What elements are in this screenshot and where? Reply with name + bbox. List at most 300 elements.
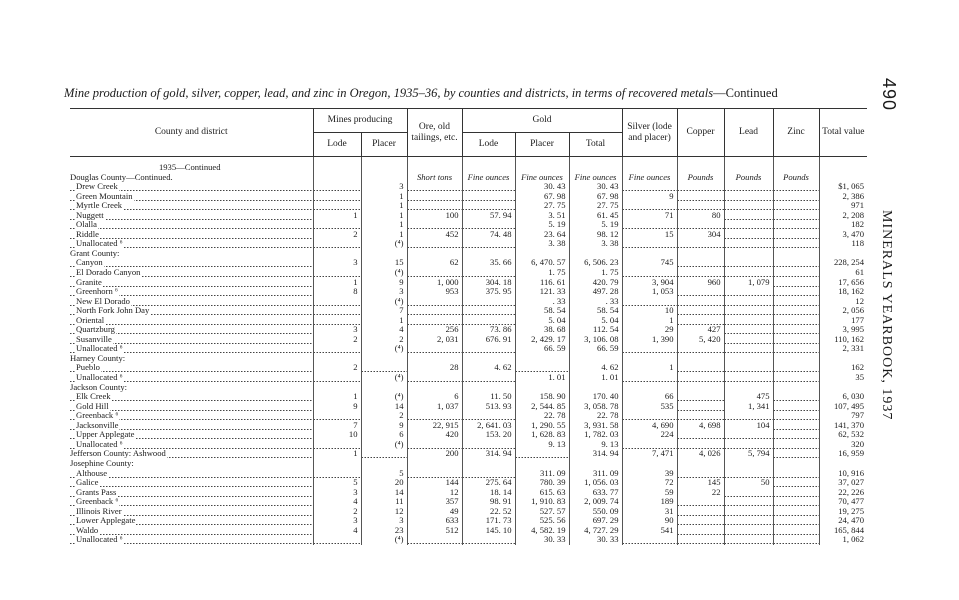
cell-mines-placer: 2 xyxy=(361,411,407,421)
cell-copper xyxy=(677,440,724,450)
row-label: Douglas County—Continued. xyxy=(70,172,173,182)
cell-mines-placer: 3 xyxy=(361,182,407,192)
district-row xyxy=(70,469,867,479)
district-row xyxy=(70,201,867,211)
cell-mines-placer: 2 xyxy=(361,335,407,345)
cell-gold-lode xyxy=(462,469,515,479)
row-label: Greenback ⁶ xyxy=(76,411,119,421)
cell-zinc xyxy=(773,526,819,536)
district-name xyxy=(70,344,313,354)
row-label: Josephine County: xyxy=(70,458,134,468)
cell-silver: 10 xyxy=(622,306,677,316)
cell-total-value: 2, 056 xyxy=(819,306,867,316)
cell-ore: 2, 031 xyxy=(407,335,462,345)
cell-mines-placer: (⁴) xyxy=(361,297,407,307)
row-label: Greenback ⁶ xyxy=(76,497,119,507)
cell-total-value: 16, 959 xyxy=(819,449,867,459)
row-label: Canyon xyxy=(76,258,103,268)
cell-silver xyxy=(622,297,677,307)
county-row xyxy=(70,449,867,459)
cell-lead xyxy=(724,354,773,364)
cell-silver: 3, 904 xyxy=(622,278,677,288)
cell-gold-placer: 6, 470. 57 xyxy=(515,258,569,268)
cell-lead xyxy=(724,526,773,536)
cell-mines-placer: 20 xyxy=(361,478,407,488)
header-mines-placer: Placer xyxy=(361,133,407,157)
district-row xyxy=(70,430,867,440)
cell-gold-total: 6, 506. 23 xyxy=(569,258,622,268)
cell-gold-placer: 311. 09 xyxy=(515,469,569,479)
county-row xyxy=(70,173,867,183)
cell-total-value: 162 xyxy=(819,363,867,373)
cell-copper xyxy=(677,373,724,383)
cell-zinc xyxy=(773,478,819,488)
cell-mines-lode xyxy=(313,459,361,469)
cell-total-value: 797 xyxy=(819,411,867,421)
cell-gold-placer: 780. 39 xyxy=(515,478,569,488)
district-row xyxy=(70,230,867,240)
district-row xyxy=(70,497,867,507)
cell-ore xyxy=(407,459,462,469)
cell-gold-total xyxy=(569,383,622,393)
cell-copper xyxy=(677,459,724,469)
cell-copper: 5, 420 xyxy=(677,335,724,345)
cell-gold-total: 3, 058. 78 xyxy=(569,402,622,412)
row-label: Drew Creek xyxy=(76,182,118,192)
district-row xyxy=(70,287,867,297)
cell-lead xyxy=(724,249,773,259)
cell-zinc xyxy=(773,459,819,469)
cell-gold-lode xyxy=(462,220,515,230)
cell-gold-lode xyxy=(462,344,515,354)
cell-copper xyxy=(677,411,724,421)
cell-zinc xyxy=(773,392,819,402)
cell-ore: 1, 037 xyxy=(407,402,462,412)
row-label: Susanville xyxy=(76,334,112,344)
cell-mines-lode: 1 xyxy=(313,211,361,221)
cell-mines-lode xyxy=(313,239,361,249)
district-name xyxy=(70,316,313,326)
cell-mines-placer: 1 xyxy=(361,230,407,240)
cell-lead xyxy=(724,363,773,373)
district-row xyxy=(70,220,867,230)
cell-zinc xyxy=(773,230,819,240)
district-name xyxy=(70,430,313,440)
district-row xyxy=(70,478,867,488)
cell-ore xyxy=(407,297,462,307)
cell-silver: 7, 471 xyxy=(622,449,677,459)
cell-gold-lode: 2, 641. 03 xyxy=(462,421,515,431)
row-label: Galice xyxy=(76,478,99,488)
cell-zinc xyxy=(773,316,819,326)
cell-mines-placer: (⁴) xyxy=(361,392,407,402)
row-label: El Dorado Canyon xyxy=(76,268,141,278)
cell-mines-placer: 15 xyxy=(361,258,407,268)
cell-gold-placer: 4, 582. 19 xyxy=(515,526,569,536)
cell-mines-placer: (⁴) xyxy=(361,344,407,354)
row-label: Nuggett xyxy=(76,210,104,220)
district-row xyxy=(70,392,867,402)
district-name xyxy=(70,306,313,316)
cell-mines-placer: 1 xyxy=(361,192,407,202)
district-row xyxy=(70,182,867,192)
cell-ore: Short tons xyxy=(407,173,462,183)
cell-total-value: 165, 844 xyxy=(819,526,867,536)
cell-silver: 71 xyxy=(622,211,677,221)
cell-gold-total: 497. 28 xyxy=(569,287,622,297)
cell-ore xyxy=(407,182,462,192)
section-row xyxy=(70,163,867,173)
cell-gold-placer xyxy=(515,249,569,259)
cell-gold-total: 9. 13 xyxy=(569,440,622,450)
district-row xyxy=(70,516,867,526)
cell-mines-placer: 14 xyxy=(361,488,407,498)
district-row xyxy=(70,297,867,307)
cell-copper: 427 xyxy=(677,325,724,335)
cell-lead xyxy=(724,535,773,545)
district-name xyxy=(70,268,313,278)
cell-mines-placer xyxy=(361,383,407,393)
cell-total-value: 110, 162 xyxy=(819,335,867,345)
district-name xyxy=(70,258,313,268)
cell-gold-total: 66. 59 xyxy=(569,344,622,354)
row-label: Riddle xyxy=(76,229,99,239)
cell-mines-lode: 4 xyxy=(313,526,361,536)
cell-gold-lode: 153. 20 xyxy=(462,430,515,440)
cell-silver: 39 xyxy=(622,469,677,479)
district-row xyxy=(70,192,867,202)
cell-zinc xyxy=(773,306,819,316)
cell-mines-lode xyxy=(313,220,361,230)
cell-silver xyxy=(622,344,677,354)
cell-silver: 541 xyxy=(622,526,677,536)
cell-mines-lode xyxy=(313,383,361,393)
cell-copper: 4, 698 xyxy=(677,421,724,431)
district-name xyxy=(70,535,313,545)
cell-zinc xyxy=(773,383,819,393)
cell-ore xyxy=(407,316,462,326)
running-head xyxy=(878,210,902,470)
cell-copper xyxy=(677,497,724,507)
cell-gold-total: 170. 40 xyxy=(569,392,622,402)
cell-ore xyxy=(407,535,462,545)
cell-total-value: 141, 370 xyxy=(819,421,867,431)
cell-gold-placer: . 33 xyxy=(515,297,569,307)
cell-gold-total: 420. 79 xyxy=(569,278,622,288)
cell-mines-lode xyxy=(313,173,361,183)
cell-mines-placer xyxy=(361,459,407,469)
header-silver: Silver (lode and placer) xyxy=(622,109,677,157)
cell-gold-total: 311. 09 xyxy=(569,469,622,479)
cell-gold-lode: 676. 91 xyxy=(462,335,515,345)
cell-copper xyxy=(677,344,724,354)
cell-mines-placer: 9 xyxy=(361,278,407,288)
cell-copper xyxy=(677,402,724,412)
cell-mines-placer: 14 xyxy=(361,402,407,412)
cell-lead xyxy=(724,230,773,240)
county-row xyxy=(70,354,867,364)
cell-total-value: 2, 331 xyxy=(819,344,867,354)
cell-zinc xyxy=(773,297,819,307)
cell-total-value: 22, 226 xyxy=(819,488,867,498)
cell-gold-placer: 527. 57 xyxy=(515,507,569,517)
district-name xyxy=(70,507,313,517)
cell-copper xyxy=(677,220,724,230)
cell-copper: 4, 026 xyxy=(677,449,724,459)
cell-mines-placer: 7 xyxy=(361,306,407,316)
row-label: Unallocated ⁶ xyxy=(76,439,123,449)
district-row xyxy=(70,239,867,249)
row-label: Illinois River xyxy=(76,506,122,516)
cell-ore: 256 xyxy=(407,325,462,335)
cell-lead xyxy=(724,239,773,249)
row-label: North Fork John Day xyxy=(76,306,150,316)
district-name xyxy=(70,411,313,421)
cell-total-value: 10, 916 xyxy=(819,469,867,479)
cell-mines-lode xyxy=(313,440,361,450)
cell-mines-placer: 3 xyxy=(361,516,407,526)
row-label: Grant County: xyxy=(70,248,120,258)
cell-mines-placer xyxy=(361,173,407,183)
district-row xyxy=(70,488,867,498)
cell-total-value: 24, 470 xyxy=(819,516,867,526)
row-label: Olalla xyxy=(76,220,97,230)
header-gold-lode: Lode xyxy=(462,133,515,157)
cell-mines-lode xyxy=(313,182,361,192)
cell-ore xyxy=(407,469,462,479)
cell-copper xyxy=(677,316,724,326)
row-label: Lower Applegate xyxy=(76,516,136,526)
cell-silver xyxy=(622,201,677,211)
cell-mines-lode xyxy=(313,249,361,259)
cell-copper xyxy=(677,249,724,259)
cell-zinc xyxy=(773,220,819,230)
district-row xyxy=(70,507,867,517)
cell-gold-placer: 2, 429. 17 xyxy=(515,335,569,345)
cell-gold-lode: Fine ounces xyxy=(462,173,515,183)
cell-lead xyxy=(724,268,773,278)
cell-gold-total: 22. 78 xyxy=(569,411,622,421)
district-name xyxy=(70,192,313,202)
cell-gold-placer: 27. 75 xyxy=(515,201,569,211)
district-name xyxy=(70,335,313,345)
cell-mines-placer xyxy=(361,249,407,259)
cell-ore xyxy=(407,201,462,211)
cell-total-value: 3, 995 xyxy=(819,325,867,335)
cell-gold-lode: 171. 73 xyxy=(462,516,515,526)
cell-gold-total: 98. 12 xyxy=(569,230,622,240)
cell-mines-lode xyxy=(313,316,361,326)
cell-mines-placer: 1 xyxy=(361,211,407,221)
cell-silver xyxy=(622,220,677,230)
district-row xyxy=(70,363,867,373)
cell-zinc xyxy=(773,278,819,288)
header-gold: Gold xyxy=(462,109,622,133)
district-name xyxy=(70,363,313,373)
header-gold-total: Total xyxy=(569,133,622,157)
row-label: Jackson County: xyxy=(70,382,128,392)
row-label: Quartzburg xyxy=(76,325,115,335)
row-label: Jacksonville xyxy=(76,420,119,430)
cell-silver: 90 xyxy=(622,516,677,526)
cell-gold-placer xyxy=(515,459,569,469)
cell-lead xyxy=(724,316,773,326)
county-row xyxy=(70,249,867,259)
cell-copper xyxy=(677,182,724,192)
cell-lead xyxy=(724,488,773,498)
district-row xyxy=(70,211,867,221)
cell-silver: 189 xyxy=(622,497,677,507)
cell-zinc xyxy=(773,287,819,297)
cell-lead: 1, 341 xyxy=(724,402,773,412)
cell-silver xyxy=(622,373,677,383)
cell-silver: 745 xyxy=(622,258,677,268)
cell-mines-placer: (⁴) xyxy=(361,373,407,383)
county-name xyxy=(70,354,313,364)
county-name xyxy=(70,459,313,469)
cell-ore xyxy=(407,411,462,421)
cell-gold-placer: 2, 544. 85 xyxy=(515,402,569,412)
cell-ore: 420 xyxy=(407,430,462,440)
cell-gold-lode xyxy=(462,182,515,192)
cell-silver xyxy=(622,383,677,393)
cell-mines-lode: 8 xyxy=(313,287,361,297)
cell-gold-lode: 11. 50 xyxy=(462,392,515,402)
cell-lead xyxy=(724,440,773,450)
cell-gold-total: 2, 009. 74 xyxy=(569,497,622,507)
cell-gold-total: 4. 62 xyxy=(569,363,622,373)
cell-mines-lode: 2 xyxy=(313,507,361,517)
cell-silver: Fine ounces xyxy=(622,173,677,183)
district-name xyxy=(70,373,313,383)
district-name xyxy=(70,421,313,431)
cell-zinc xyxy=(773,373,819,383)
cell-total-value: 62, 532 xyxy=(819,430,867,440)
cell-gold-total: 1, 782. 03 xyxy=(569,430,622,440)
district-row xyxy=(70,440,867,450)
cell-mines-placer xyxy=(361,363,407,373)
district-name xyxy=(70,182,313,192)
cell-lead xyxy=(724,373,773,383)
cell-mines-lode: 3 xyxy=(313,325,361,335)
cell-lead xyxy=(724,335,773,345)
cell-zinc xyxy=(773,268,819,278)
cell-copper xyxy=(677,192,724,202)
cell-gold-total: 30. 33 xyxy=(569,535,622,545)
cell-copper xyxy=(677,526,724,536)
cell-gold-placer: 1, 910. 83 xyxy=(515,497,569,507)
cell-gold-lode xyxy=(462,354,515,364)
cell-gold-total: 550. 09 xyxy=(569,507,622,517)
cell-mines-placer: (⁴) xyxy=(361,268,407,278)
cell-gold-placer: 1. 75 xyxy=(515,268,569,278)
cell-mines-lode xyxy=(313,201,361,211)
cell-gold-lode: 275. 64 xyxy=(462,478,515,488)
cell-gold-lode xyxy=(462,239,515,249)
cell-gold-total: 697. 29 xyxy=(569,516,622,526)
cell-lead xyxy=(724,459,773,469)
cell-copper xyxy=(677,297,724,307)
header-mines-lode: Lode xyxy=(313,133,361,157)
cell-mines-lode: 10 xyxy=(313,430,361,440)
row-label: Gold Hill xyxy=(76,401,109,411)
cell-copper xyxy=(677,535,724,545)
cell-zinc xyxy=(773,201,819,211)
district-name xyxy=(70,287,313,297)
cell-lead: 5, 794 xyxy=(724,449,773,459)
cell-gold-placer: 23. 64 xyxy=(515,230,569,240)
row-label: Grants Pass xyxy=(76,487,117,497)
cell-zinc xyxy=(773,516,819,526)
cell-gold-lode xyxy=(462,373,515,383)
cell-ore xyxy=(407,344,462,354)
cell-silver: 9 xyxy=(622,192,677,202)
cell-mines-lode: 4 xyxy=(313,497,361,507)
cell-gold-total: . 33 xyxy=(569,297,622,307)
county-name xyxy=(70,449,313,459)
cell-gold-lode xyxy=(462,201,515,211)
district-name xyxy=(70,278,313,288)
cell-mines-lode xyxy=(313,373,361,383)
district-name xyxy=(70,402,313,412)
cell-gold-placer: 22. 78 xyxy=(515,411,569,421)
county-row xyxy=(70,459,867,469)
cell-mines-lode xyxy=(313,411,361,421)
row-label: Pueblo xyxy=(76,363,100,373)
cell-total-value: $1, 065 xyxy=(819,182,867,192)
cell-ore: 1, 000 xyxy=(407,278,462,288)
cell-ore: 28 xyxy=(407,363,462,373)
cell-zinc xyxy=(773,449,819,459)
cell-gold-placer: 67. 98 xyxy=(515,192,569,202)
cell-total-value xyxy=(819,173,867,183)
cell-gold-total: 1. 01 xyxy=(569,373,622,383)
cell-silver xyxy=(622,268,677,278)
cell-gold-total: 3. 38 xyxy=(569,239,622,249)
cell-total-value: 3, 470 xyxy=(819,230,867,240)
cell-gold-lode: 145. 10 xyxy=(462,526,515,536)
district-row xyxy=(70,306,867,316)
row-label: Jefferson County: Ashwood xyxy=(70,449,166,459)
cell-mines-placer: 1 xyxy=(361,220,407,230)
cell-copper xyxy=(677,239,724,249)
cell-lead xyxy=(724,201,773,211)
production-table xyxy=(70,108,867,545)
cell-gold-lode xyxy=(462,459,515,469)
cell-gold-total xyxy=(569,249,622,259)
header-gold-placer: Placer xyxy=(515,133,569,157)
district-name xyxy=(70,220,313,230)
cell-gold-placer: 58. 54 xyxy=(515,306,569,316)
cell-lead xyxy=(724,211,773,221)
cell-copper xyxy=(677,258,724,268)
cell-total-value: 17, 656 xyxy=(819,278,867,288)
cell-mines-lode: 3 xyxy=(313,488,361,498)
cell-silver xyxy=(622,440,677,450)
cell-total-value: 118 xyxy=(819,239,867,249)
cell-lead xyxy=(724,287,773,297)
cell-gold-total: 61. 45 xyxy=(569,211,622,221)
cell-copper xyxy=(677,354,724,364)
cell-gold-placer xyxy=(515,449,569,459)
cell-gold-lode xyxy=(462,268,515,278)
cell-lead: 1, 079 xyxy=(724,278,773,288)
cell-silver xyxy=(622,411,677,421)
row-label: Upper Applegate xyxy=(76,430,135,440)
county-name xyxy=(70,383,313,393)
cell-gold-total: 5. 19 xyxy=(569,220,622,230)
cell-zinc xyxy=(773,325,819,335)
